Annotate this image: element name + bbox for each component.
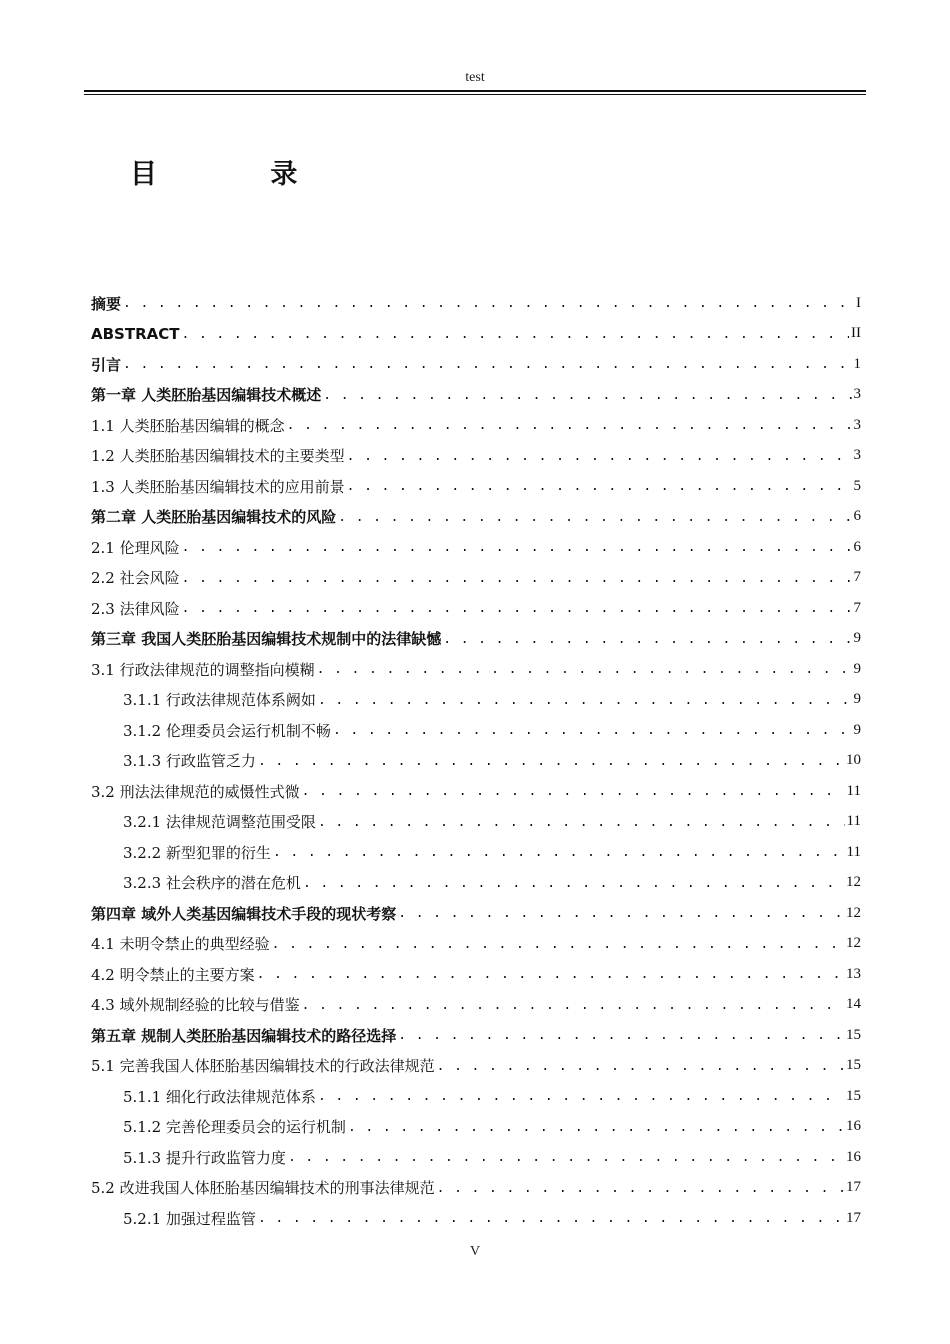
toc-entry-text: 4.2 明令禁止的主要方案 [91, 965, 255, 984]
toc-entry-text: 2.2 社会风险 [91, 569, 180, 588]
header-rule-thin [84, 94, 866, 95]
toc-entry[interactable] [91, 1142, 861, 1173]
toc-entry[interactable] [91, 624, 861, 655]
toc-entry[interactable] [91, 959, 861, 990]
toc-entry-text: 1.1 人类胚胎基因编辑的概念 [91, 416, 285, 435]
dot-leader [338, 508, 851, 526]
toc-entry-text: ABSTRACT [91, 324, 180, 343]
toc-entry[interactable] [91, 746, 861, 777]
dot-leader [273, 843, 845, 861]
toc-entry-text: 3.1.3 行政监管乏力 [123, 752, 256, 771]
dot-leader [287, 416, 852, 434]
toc-entry-page: 10 [846, 752, 861, 769]
toc-entry-page: 15 [846, 1087, 861, 1104]
toc-entry-text: 5.1.3 提升行政监管力度 [123, 1148, 286, 1167]
dot-leader [398, 904, 844, 922]
toc-entry[interactable] [91, 1173, 861, 1204]
toc-entry[interactable] [91, 1203, 861, 1234]
toc-entry[interactable] [91, 380, 861, 411]
toc-entry-text: 4.3 域外规制经验的比较与借鉴 [91, 996, 300, 1015]
toc-entry-page: II [851, 325, 861, 342]
toc-entry-text: 第五章 规制人类胚胎基因编辑技术的路径选择 [91, 1026, 397, 1045]
toc-entry-page: 9 [853, 691, 861, 708]
toc-entry-page: 3 [853, 386, 861, 403]
toc-entry[interactable] [91, 898, 861, 929]
toc-entry-page: 15 [846, 1026, 861, 1043]
toc-entry-page: 16 [846, 1118, 861, 1135]
toc-entry-page: 6 [853, 508, 861, 525]
toc-entry[interactable] [91, 837, 861, 868]
toc-title: 目 录 [130, 159, 350, 190]
dot-leader [123, 294, 854, 312]
toc-entry-text: 5.2.1 加强过程监管 [123, 1209, 256, 1228]
dot-leader [182, 569, 852, 587]
toc-entry[interactable] [91, 563, 861, 594]
toc-entry-text: 第四章 域外人类基因编辑技术手段的现状考察 [91, 904, 397, 923]
toc-entry-page: 9 [853, 630, 861, 647]
toc-entry[interactable] [91, 288, 861, 319]
toc-entry-page: 16 [846, 1148, 861, 1165]
toc-entry-text: 5.1.2 完善伦理委员会的运行机制 [123, 1118, 346, 1137]
toc-entry-text: 2.1 伦理风险 [91, 538, 180, 557]
dot-leader [437, 1179, 844, 1197]
toc-entry-text: 4.1 未明令禁止的典型经验 [91, 935, 270, 954]
dot-leader [318, 1087, 844, 1105]
toc-entry-page: 5 [853, 477, 861, 494]
toc-entry-text: 3.1.1 行政法律规范体系阙如 [123, 691, 316, 710]
toc-entry[interactable] [91, 990, 861, 1021]
toc-entry-page: 17 [846, 1209, 861, 1226]
dot-leader [323, 386, 851, 404]
dot-leader [258, 1209, 844, 1227]
dot-leader [288, 1148, 844, 1166]
toc-entry-page: 15 [846, 1057, 861, 1074]
toc-entry-page: 3 [853, 447, 861, 464]
dot-leader [181, 325, 849, 343]
toc-entry-text: 3.1.2 伦理委员会运行机制不畅 [123, 721, 331, 740]
toc-entry-page: 7 [853, 599, 861, 616]
toc-entry-page: I [856, 294, 861, 311]
toc-entry-text: 2.3 法律风险 [91, 599, 180, 618]
toc-entry-page: 7 [853, 569, 861, 586]
toc-entry[interactable] [91, 319, 861, 350]
toc-entry[interactable] [91, 1020, 861, 1051]
dot-leader [182, 599, 852, 617]
dot-leader [398, 1026, 844, 1044]
toc-entry-text: 3.2.3 社会秩序的潜在危机 [123, 874, 301, 893]
toc-entry-page: 12 [846, 935, 861, 952]
toc-entry-page: 3 [853, 416, 861, 433]
toc-entry[interactable] [91, 685, 861, 716]
toc-entry-page: 11 [846, 813, 861, 830]
toc-entry-text: 1.3 人类胚胎基因编辑技术的应用前景 [91, 477, 345, 496]
toc-entry-page: 12 [846, 874, 861, 891]
toc-entry-page: 13 [846, 965, 861, 982]
toc-entry-text: 第一章 人类胚胎基因编辑技术概述 [91, 386, 322, 405]
toc-entry-text: 1.2 人类胚胎基因编辑技术的主要类型 [91, 447, 345, 466]
toc-entry-text: 5.1 完善我国人体胚胎基因编辑技术的行政法律规范 [91, 1057, 435, 1076]
toc-entry-text: 5.2 改进我国人体胚胎基因编辑技术的刑事法律规范 [91, 1179, 435, 1198]
toc-entry[interactable] [91, 593, 861, 624]
toc-entry[interactable] [91, 502, 861, 533]
toc-entry[interactable] [91, 807, 861, 838]
dot-leader [437, 1057, 844, 1075]
toc-entry-text: 3.2.1 法律规范调整范围受限 [123, 813, 316, 832]
toc-entry[interactable] [91, 410, 861, 441]
toc-entry-text: 3.2 刑法法律规范的威慑性式微 [91, 782, 300, 801]
dot-leader [347, 477, 852, 495]
toc-entry-text: 第三章 我国人类胚胎基因编辑技术规制中的法律缺憾 [91, 630, 442, 649]
toc-entry[interactable] [91, 654, 861, 685]
toc-entry-page: 11 [846, 843, 861, 860]
dot-leader [302, 996, 844, 1014]
dot-leader [348, 1118, 844, 1136]
dot-leader [303, 874, 844, 892]
toc-entry-text: 第二章 人类胚胎基因编辑技术的风险 [91, 508, 337, 527]
page-number: V [469, 1244, 481, 1259]
table-of-contents [91, 288, 861, 1234]
toc-entry[interactable] [91, 715, 861, 746]
dot-leader [443, 630, 851, 648]
toc-entry-page: 12 [846, 904, 861, 921]
toc-entry-text: 摘要 [91, 294, 122, 313]
toc-entry[interactable] [91, 929, 861, 960]
dot-leader [347, 447, 852, 465]
toc-entry[interactable] [91, 1081, 861, 1112]
toc-entry[interactable] [91, 471, 861, 502]
dot-leader [318, 691, 852, 709]
dot-leader [258, 752, 844, 770]
dot-leader [302, 782, 845, 800]
toc-entry[interactable] [91, 1051, 861, 1082]
dot-leader [333, 721, 852, 739]
toc-entry-page: 9 [853, 660, 861, 677]
toc-entry-page: 11 [846, 782, 861, 799]
toc-entry-text: 引言 [91, 355, 122, 374]
toc-entry[interactable] [91, 349, 861, 380]
dot-leader [257, 965, 844, 983]
dot-leader [123, 355, 851, 373]
toc-entry-page: 6 [853, 538, 861, 555]
toc-entry-page: 1 [853, 355, 861, 372]
dot-leader [318, 813, 845, 831]
toc-entry[interactable] [91, 868, 861, 899]
toc-entry-page: 14 [846, 996, 861, 1013]
header-rule [84, 90, 866, 92]
toc-entry[interactable] [91, 776, 861, 807]
toc-entry-text: 3.1 行政法律规范的调整指向模糊 [91, 660, 315, 679]
toc-entry-text: 5.1.1 细化行政法律规范体系 [123, 1087, 316, 1106]
page-header: test [465, 70, 485, 85]
toc-entry[interactable] [91, 441, 861, 472]
dot-leader [272, 935, 844, 953]
toc-entry-page: 9 [853, 721, 861, 738]
toc-entry[interactable] [91, 1112, 861, 1143]
toc-entry-text: 3.2.2 新型犯罪的衍生 [123, 843, 271, 862]
dot-leader [317, 660, 852, 678]
toc-entry[interactable] [91, 532, 861, 563]
toc-entry-page: 17 [846, 1179, 861, 1196]
dot-leader [182, 538, 852, 556]
